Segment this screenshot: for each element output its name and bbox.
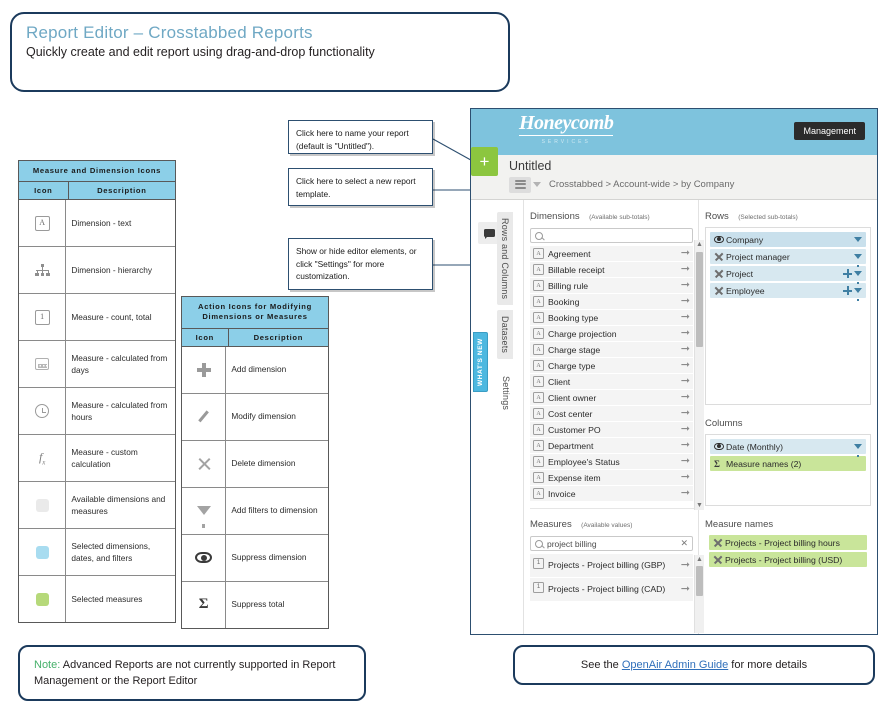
report-template-button[interactable] (509, 177, 531, 193)
move-right-arrow-icon[interactable]: ➞ (680, 583, 690, 595)
letter-a-box-icon: A (533, 376, 544, 387)
chip-label: Project manager (726, 251, 790, 262)
close-x-icon[interactable] (714, 252, 723, 261)
dimension-label: Client owner (548, 392, 597, 403)
dimension-label: Client (548, 376, 571, 387)
eye-icon[interactable] (714, 443, 724, 450)
move-right-arrow-icon[interactable]: ➞ (680, 455, 690, 467)
green-swatch-icon (19, 576, 66, 622)
letter-a-box-icon: A (533, 344, 544, 355)
calendar-icon (19, 341, 66, 387)
measures-header (530, 508, 698, 532)
legend-row-desc: Measure - calculated from hours (71, 400, 168, 423)
plus-icon[interactable] (843, 269, 852, 278)
app-header (471, 109, 877, 155)
move-right-arrow-icon[interactable]: ➞ (680, 327, 690, 339)
letter-a-box-icon: A (533, 248, 544, 259)
letter-a-box-icon: A (533, 296, 544, 307)
sidebar-item-settings[interactable]: Settings (501, 376, 511, 411)
measures-search-value: project billing (547, 538, 597, 549)
legend1-column-headers (19, 182, 175, 200)
chip-label: Date (Monthly) (726, 441, 783, 452)
columns-panel[interactable] (705, 434, 871, 506)
sigma-icon: Σ (182, 582, 226, 628)
dimension-label: Department (548, 440, 594, 451)
chip-label: Measure names (2) (726, 458, 802, 469)
measures-search-input[interactable] (530, 536, 693, 551)
rows-columns-column (699, 200, 877, 635)
dimension-list-item[interactable] (530, 470, 693, 486)
search-icon (535, 540, 543, 548)
legend-row (19, 294, 175, 341)
rows-title: Rows (705, 211, 729, 222)
dimension-list-item[interactable] (530, 454, 693, 470)
letter-a-box-icon: A (533, 328, 544, 339)
note-suffix: for more details (728, 658, 808, 671)
close-x-icon[interactable] (714, 269, 723, 278)
brand-name: Honeycomb (519, 112, 614, 134)
measure-names-title: Measure names (705, 519, 774, 530)
legend-row-desc: Dimension - text (71, 218, 132, 229)
filter-funnel-icon[interactable] (854, 444, 862, 449)
dimension-list-item[interactable] (530, 246, 693, 262)
row-dimension-chip[interactable] (710, 283, 866, 298)
scroll-up-icon[interactable]: ▲ (696, 556, 703, 563)
dimensions-list[interactable] (530, 246, 698, 502)
whats-new-tab[interactable]: WHAT'S NEW (473, 332, 488, 392)
editor-elements-callout: Show or hide editor elements, or click "Settings" for more customization. (288, 238, 433, 290)
row-dimension-chip[interactable] (710, 249, 866, 264)
hierarchy-icon (19, 247, 66, 293)
measure-label: Projects - Project billing (CAD) (548, 584, 666, 595)
dimensions-search-input[interactable] (530, 228, 693, 243)
dimension-list-item[interactable] (530, 422, 693, 438)
measures-title: Measures (530, 519, 572, 530)
template-bars-icon (515, 180, 526, 191)
pencil-icon (182, 394, 226, 440)
legend-row-desc: Measure - calculated from days (71, 353, 168, 376)
dimension-label: Billing rule (548, 280, 589, 291)
legend2-title: Action Icons for Modifying Dimensions or Measures (182, 297, 328, 329)
grey-swatch-icon (19, 482, 66, 528)
legend-row (19, 529, 175, 576)
legend-row (182, 394, 328, 441)
legend-row (19, 435, 175, 482)
measure-label: Projects - Project billing (GBP) (548, 560, 666, 571)
filter-funnel-icon[interactable] (854, 271, 862, 276)
dimension-list-item[interactable] (530, 358, 693, 374)
search-icon (535, 232, 543, 240)
dimension-list-item[interactable] (530, 406, 693, 422)
legend-row-desc: Suppress dimension (231, 552, 307, 563)
note-text: Advanced Reports are not currently supported in Report Management or the Report Editor (34, 658, 336, 687)
dimension-list-item[interactable] (530, 342, 693, 358)
dimensions-header (530, 206, 698, 224)
dimension-label: Invoice (548, 488, 576, 499)
legend-row-desc: Measure - custom calculation (71, 447, 138, 470)
legend-row (182, 582, 328, 628)
sidebar-item-rows-and-columns[interactable]: Rows and Columns (497, 212, 513, 305)
dimension-list-item[interactable] (530, 326, 693, 342)
letter-a-box-icon: A (533, 424, 544, 435)
move-right-arrow-icon[interactable]: ➞ (680, 471, 690, 483)
dimension-list-item[interactable] (530, 310, 693, 326)
close-x-icon (182, 441, 226, 487)
honeycomb-logo (519, 113, 613, 145)
legend-row-desc: Add filters to dimension (231, 505, 318, 516)
move-right-arrow-icon[interactable]: ➞ (680, 559, 690, 571)
clock-icon (19, 388, 66, 434)
filter-funnel-icon (182, 488, 226, 534)
dimension-label: Booking type (548, 312, 599, 323)
chip-label: Employee (726, 285, 765, 296)
letter-a-box-icon: A (533, 392, 544, 403)
close-x-icon[interactable] (714, 286, 723, 295)
measure-name-chip[interactable] (709, 535, 867, 550)
legend2-col-desc: Description (253, 332, 304, 342)
sidebar-item-datasets[interactable]: Datasets (497, 310, 513, 359)
measure-dimension-legend-table (18, 160, 176, 623)
filter-funnel-icon[interactable] (854, 254, 862, 259)
column-dimension-chip[interactable] (710, 456, 866, 471)
dimension-label: Billable receipt (548, 264, 605, 275)
dimension-label: Charge stage (548, 344, 601, 355)
note-keyword: Note: (34, 658, 61, 671)
letter-a-box-icon: A (533, 312, 544, 323)
columns-header (705, 413, 871, 431)
legend1-col-desc: Description (97, 186, 147, 196)
chip-label: Projects - Project billing hours (725, 537, 840, 548)
name-report-callout: Click here to name your report (default is "Untitled"). (288, 120, 433, 154)
measure-list-item[interactable] (530, 554, 693, 578)
legend-row-desc: Available dimensions and measures (71, 494, 166, 517)
legend-row (19, 200, 175, 247)
dimension-label: Booking (548, 296, 580, 307)
dimension-label: Employee's Status (548, 456, 620, 467)
legend-row-desc: Delete dimension (231, 458, 296, 469)
letter-a-box-icon: A (533, 408, 544, 419)
filter-funnel-icon[interactable] (854, 288, 862, 293)
move-right-arrow-icon[interactable]: ➞ (680, 439, 690, 451)
close-x-icon[interactable] (713, 555, 722, 564)
row-dimension-chip[interactable] (710, 266, 866, 281)
dimension-list-item[interactable] (530, 374, 693, 390)
scroll-down-icon[interactable]: ▼ (696, 502, 703, 509)
clear-search-icon[interactable]: ✕ (680, 538, 688, 548)
move-right-arrow-icon[interactable]: ➞ (680, 343, 690, 355)
dimensions-measures-column (524, 200, 703, 635)
measure-list-item[interactable] (530, 578, 693, 602)
move-right-arrow-icon[interactable]: ➞ (680, 247, 690, 259)
blue-swatch-icon (19, 529, 66, 575)
dimension-label: Agreement (548, 248, 591, 259)
letter-a-box-icon: A (533, 472, 544, 483)
chevron-down-icon[interactable] (533, 182, 541, 187)
legend-row (182, 488, 328, 535)
dimension-list-item[interactable] (530, 390, 693, 406)
measure-names-panel[interactable] (705, 535, 871, 567)
legend1-title: Measure and Dimension Icons (19, 161, 175, 182)
select-template-callout: Click here to select a new report template. (288, 168, 433, 206)
legend2-col-icon: Icon (182, 329, 229, 346)
letter-a-box-icon: A (533, 280, 544, 291)
chevron-down-icon[interactable] (854, 237, 862, 242)
letter-a-box-icon: A (533, 440, 544, 451)
sigma-icon[interactable]: Σ (714, 458, 720, 469)
page-title: Report Editor – Crosstabbed Reports (26, 23, 313, 42)
dimension-list-item[interactable] (530, 278, 693, 294)
legend-row-desc: Selected dimensions, dates, and filters (71, 541, 151, 564)
legend-row (19, 482, 175, 529)
column-dimension-chip[interactable] (710, 439, 866, 454)
legend2-column-headers (182, 329, 328, 347)
dimension-label: Charge type (548, 360, 596, 371)
letter-a-box-icon: A (533, 360, 544, 371)
move-right-arrow-icon[interactable]: ➞ (680, 423, 690, 435)
move-right-arrow-icon[interactable]: ➞ (680, 279, 690, 291)
chip-label: Company (726, 234, 764, 245)
legend-row-desc: Add dimension (231, 364, 287, 375)
move-right-arrow-icon[interactable]: ➞ (680, 263, 690, 275)
dimension-list-item[interactable] (530, 262, 693, 278)
close-x-icon[interactable] (713, 538, 722, 547)
legend-row-desc: Suppress total (231, 599, 285, 610)
page-subtitle: Quickly create and edit report using drag-and-drop functionality (26, 45, 375, 59)
measure-names-header (705, 514, 871, 532)
legend-row-desc: Dimension - hierarchy (71, 265, 153, 276)
dimension-label: Charge projection (548, 328, 617, 339)
dimensions-subtitle: (Available sub-totals) (589, 214, 650, 221)
report-editor-screenshot (470, 108, 878, 635)
plus-icon[interactable] (843, 286, 852, 295)
legend-row (182, 347, 328, 394)
brand-tagline: SERVICES (541, 139, 591, 145)
letter-a-box-icon: A (533, 488, 544, 499)
breadcrumb: Crosstabbed > Account-wide > by Company (549, 179, 735, 190)
plus-icon (182, 347, 226, 393)
measure-name-chip[interactable] (709, 552, 867, 567)
move-right-arrow-icon[interactable]: ➞ (680, 487, 690, 499)
rows-subtitle: (Selected sub-totals) (738, 214, 798, 221)
page-title-banner (10, 12, 510, 92)
measures-list[interactable] (530, 554, 698, 602)
note-prefix: See the (580, 658, 622, 671)
letter-a-box-icon: A (19, 200, 66, 246)
number-one-box-icon: 1 (19, 294, 66, 340)
legend-row-desc: Selected measures (71, 594, 143, 605)
move-right-arrow-icon[interactable]: ➞ (680, 391, 690, 403)
note-advanced-reports (18, 645, 366, 701)
move-right-arrow-icon[interactable]: ➞ (680, 375, 690, 387)
legend-row (19, 247, 175, 294)
measures-subtitle: (Available values) (581, 522, 633, 529)
legend1-col-icon: Icon (19, 182, 69, 199)
columns-title: Columns (705, 418, 743, 429)
eye-icon (182, 535, 226, 581)
move-right-arrow-icon[interactable]: ➞ (680, 295, 690, 307)
rows-header (705, 206, 871, 224)
move-right-arrow-icon[interactable]: ➞ (680, 407, 690, 419)
move-right-arrow-icon[interactable]: ➞ (680, 359, 690, 371)
dimension-list-item[interactable] (530, 294, 693, 310)
move-right-arrow-icon[interactable]: ➞ (680, 311, 690, 323)
legend-row (19, 341, 175, 388)
report-subheader (471, 152, 877, 200)
number-one-box-icon: 1 (533, 582, 544, 593)
dimension-label: Expense item (548, 472, 601, 483)
letter-a-box-icon: A (533, 456, 544, 467)
row-dimension-chip[interactable] (710, 232, 866, 247)
chip-label: Projects - Project billing (USD) (725, 554, 843, 565)
add-report-button[interactable]: + (471, 147, 498, 176)
note-admin-guide (513, 645, 875, 685)
legend-row-desc: Modify dimension (231, 411, 296, 422)
dimension-label: Customer PO (548, 424, 601, 435)
scroll-up-icon[interactable]: ▲ (696, 241, 703, 248)
legend-row (182, 441, 328, 488)
letter-a-box-icon: A (533, 264, 544, 275)
vertical-tab-rail (471, 200, 524, 635)
dimension-list-item[interactable] (530, 438, 693, 454)
chip-label: Project (726, 268, 754, 279)
action-icons-legend-table (181, 296, 329, 629)
legend-row (19, 388, 175, 435)
dimension-list-item[interactable] (530, 486, 693, 502)
eye-icon[interactable] (714, 236, 724, 243)
management-button[interactable]: Management (794, 122, 865, 140)
number-one-box-icon: 1 (533, 558, 544, 569)
dimension-label: Cost center (548, 408, 593, 419)
rows-panel[interactable] (705, 227, 871, 405)
openair-admin-guide-link[interactable]: OpenAir Admin Guide (621, 658, 729, 671)
dimensions-title: Dimensions (530, 211, 580, 222)
legend-row (19, 576, 175, 622)
app-body (471, 200, 877, 635)
legend-row-desc: Measure - count, total (71, 312, 152, 323)
report-name-field[interactable]: Untitled (509, 159, 552, 173)
fx-function-icon: $f_x$ (19, 435, 66, 481)
legend-row (182, 535, 328, 582)
